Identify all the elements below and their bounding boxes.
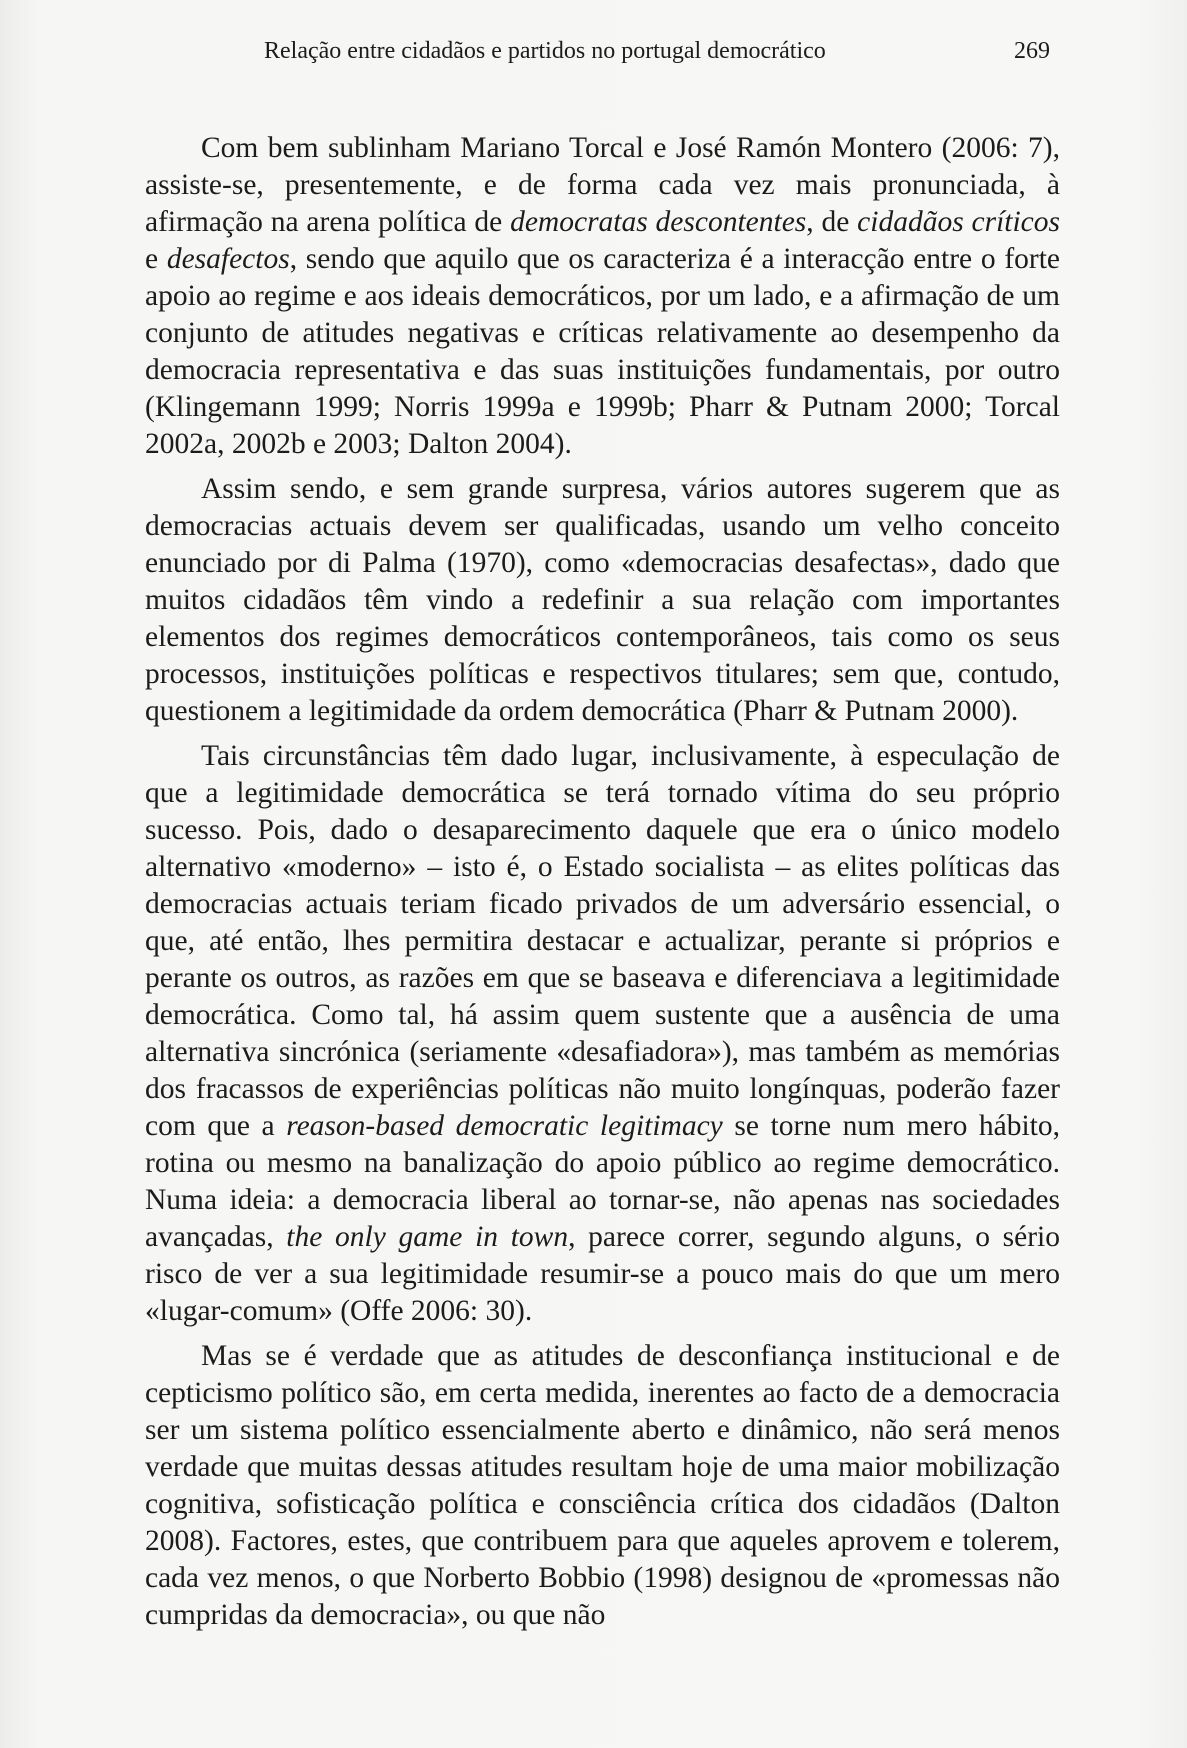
- page-header: [140, 34, 1050, 74]
- paragraph-2-segment-1: Assim sendo, e sem grande surpresa, vários autores sugerem que as democracias actuais devem ser qualificadas, usando um velho conceito enunciado por di Palma (1970), como «democracias desafectas», dado que muitos cidadãos têm vindo a redefinir a sua relação com importantes elementos dos regimes democráticos contemporâneos, tais como os seus processos, instituições políticas e respectivos titulares; sem que, contudo, questionem a legitimidade da ordem democrática (Pharr & Putnam 2000).: [145, 473, 1060, 727]
- running-title: Relação entre cidadãos e partidos no portugal democrático: [264, 38, 826, 64]
- paragraph-2: [145, 471, 1060, 730]
- paragraph-1-segment-3: , de: [806, 206, 858, 238]
- paragraph-1: [145, 130, 1060, 463]
- paragraph-1-segment-4: cidadãos críticos: [857, 206, 1060, 238]
- paragraph-1-segment-5: e: [145, 243, 167, 275]
- paragraph-4: [145, 1338, 1060, 1634]
- paragraph-3-segment-4: the only game in town: [286, 1221, 569, 1253]
- paragraph-3-segment-5: , parece correr, segundo alguns, o sério risco de ver a sua legitimidade resumir-se a pouco mais do que um mero «lugar-comum» (Offe 2006: 30).: [145, 1221, 1061, 1327]
- paragraph-4-segment-1: Mas se é verdade que as atitudes de desconfiança institucional e de cepticismo político são, em certa medida, inerentes ao facto de a democracia ser um sistema político essencialmente aberto e dinâmico, não será menos verdade que muitas dessas atitudes resultam hoje de uma maior mobilização cognitiva, sofisticação política e consciência crítica dos cidadãos (Dalton 2008). Factores, estes, que contribuem para que aqueles aprovem e tolerem, cada vez menos, o que Norberto Bobbio (1998) designou de «promessas não cumpridas da democracia», ou que não: [145, 1340, 1060, 1631]
- page-number: 269: [1014, 38, 1050, 64]
- paragraph-3-segment-1: Tais circunstâncias têm dado lugar, inclusivamente, à especulação de que a legitimidade democrática se terá tornado vítima do seu próprio sucesso. Pois, dado o desaparecimento daquele que era o único modelo alternativo «moderno» – isto é, o Estado socialista – as elites políticas das democracias actuais teriam ficado privados de um adversário essencial, o que, até então, lhes permitira destacar e actualizar, perante si próprios e perante os outros, as razões em que se baseava e diferenciava a legitimidade democrática. Como tal, há assim quem sustente que a ausência de uma alternativa sincrónica (seriamente «desafiadora»), mas também as memórias dos fracassos de experiências políticas não muito longínquas, poderão fazer com que a: [145, 740, 1060, 1142]
- paragraph-3-segment-2: reason-based democratic legitimacy: [286, 1110, 723, 1142]
- paragraph-1-segment-1: Com bem sublinham Mariano Torcal e José Ramón Montero (2006: 7), assiste-se, presentemente, e de forma cada vez mais pronunciada, à afirmação na arena política de: [145, 132, 1060, 238]
- paragraph-1-segment-6: desafectos: [166, 243, 290, 275]
- body-text: [145, 130, 1060, 1642]
- paragraph-1-segment-2: democratas descontentes: [510, 206, 807, 238]
- paragraph-3: [145, 738, 1060, 1330]
- paragraph-3-segment-3: se torne num mero hábito, rotina ou mesmo na banalização do apoio público ao regime democrático. Numa ideia: a democracia liberal ao tornar-se, não apenas nas sociedades avançadas,: [145, 1110, 1060, 1253]
- paragraph-1-segment-7: , sendo que aquilo que os caracteriza é a interacção entre o forte apoio ao regime e aos ideais democráticos, por um lado, e a afirmação de um conjunto de atitudes negativas e críticas relativamente ao desempenho da democracia representativa e das suas instituições fundamentais, por outro (Klingemann 1999; Norris 1999a e 1999b; Pharr & Putnam 2000; Torcal 2002a, 2002b e 2003; Dalton 2004).: [145, 243, 1061, 460]
